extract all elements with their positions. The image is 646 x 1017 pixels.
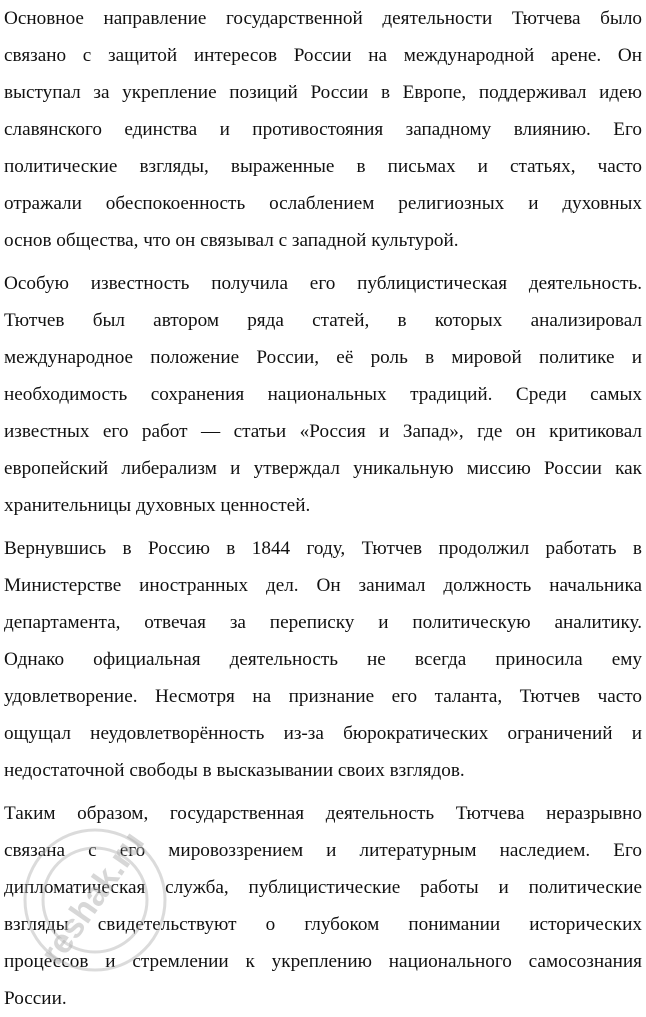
text-line: связано с защитой интересов России на международной арене. Он [4,45,642,66]
text-line: дипломатическая служба, публицистические работы и политические [4,877,642,898]
paragraph-2 [4,265,642,524]
text-line: необходимость сохранения национальных традиций. Среди самых [4,384,642,405]
text-line: отражали обеспокоенность ослаблением религиозных и духовных [4,193,642,214]
text-line: Особую известность получила его публицистическая деятельность. [4,273,642,294]
document-body [4,0,642,1017]
watermark-text: reshak.ru [33,824,153,972]
text-line: взгляды свидетельствуют о глубоком понимании исторических [4,914,642,935]
text-line: Министерстве иностранных дел. Он занимал должность начальника [4,575,642,596]
text-line: России. [4,988,67,1009]
paragraph-4 [4,795,642,1017]
text-line: Основное направление государственной деятельности Тютчева было [4,8,642,29]
text-line: выступал за укрепление позиций России в Европе, поддерживал идею [4,82,642,103]
text-line: ощущал неудовлетворённость из-за бюрократических ограничений и [4,723,642,744]
text-line: Вернувшись в Россию в 1844 году, Тютчев продолжил работать в [4,538,642,559]
text-line: удовлетворение. Несмотря на признание его таланта, Тютчев часто [4,686,642,707]
text-line: хранительницы духовных ценностей. [4,495,311,516]
text-line: Таким образом, государственная деятельность Тютчева неразрывно [4,803,642,824]
text-line: процессов и стремлении к укреплению национального самосознания [4,951,642,972]
text-line: Тютчев был автором ряда статей, в которых анализировал [4,310,642,331]
text-line: основ общества, что он связывал с западной культурой. [4,230,459,251]
paragraph-3 [4,530,642,789]
text-line: славянского единства и противостояния западному влиянию. Его [4,119,642,140]
text-line: европейский либерализм и утверждал уникальную миссию России как [4,458,642,479]
text-line: департамента, отвечая за переписку и политическую аналитику. [4,612,642,633]
text-line: Однако официальная деятельность не всегда приносила ему [4,649,642,670]
text-line: известных его работ — статьи «Россия и Запад», где он критиковал [4,421,642,442]
text-line: международное положение России, её роль в мировой политике и [4,347,642,368]
text-line: политические взгляды, выраженные в письмах и статьях, часто [4,156,642,177]
paragraph-1 [4,0,642,259]
text-line: связана с его мировоззрением и литературным наследием. Его [4,840,642,861]
text-line: недостаточной свободы в высказывании своих взглядов. [4,760,465,781]
